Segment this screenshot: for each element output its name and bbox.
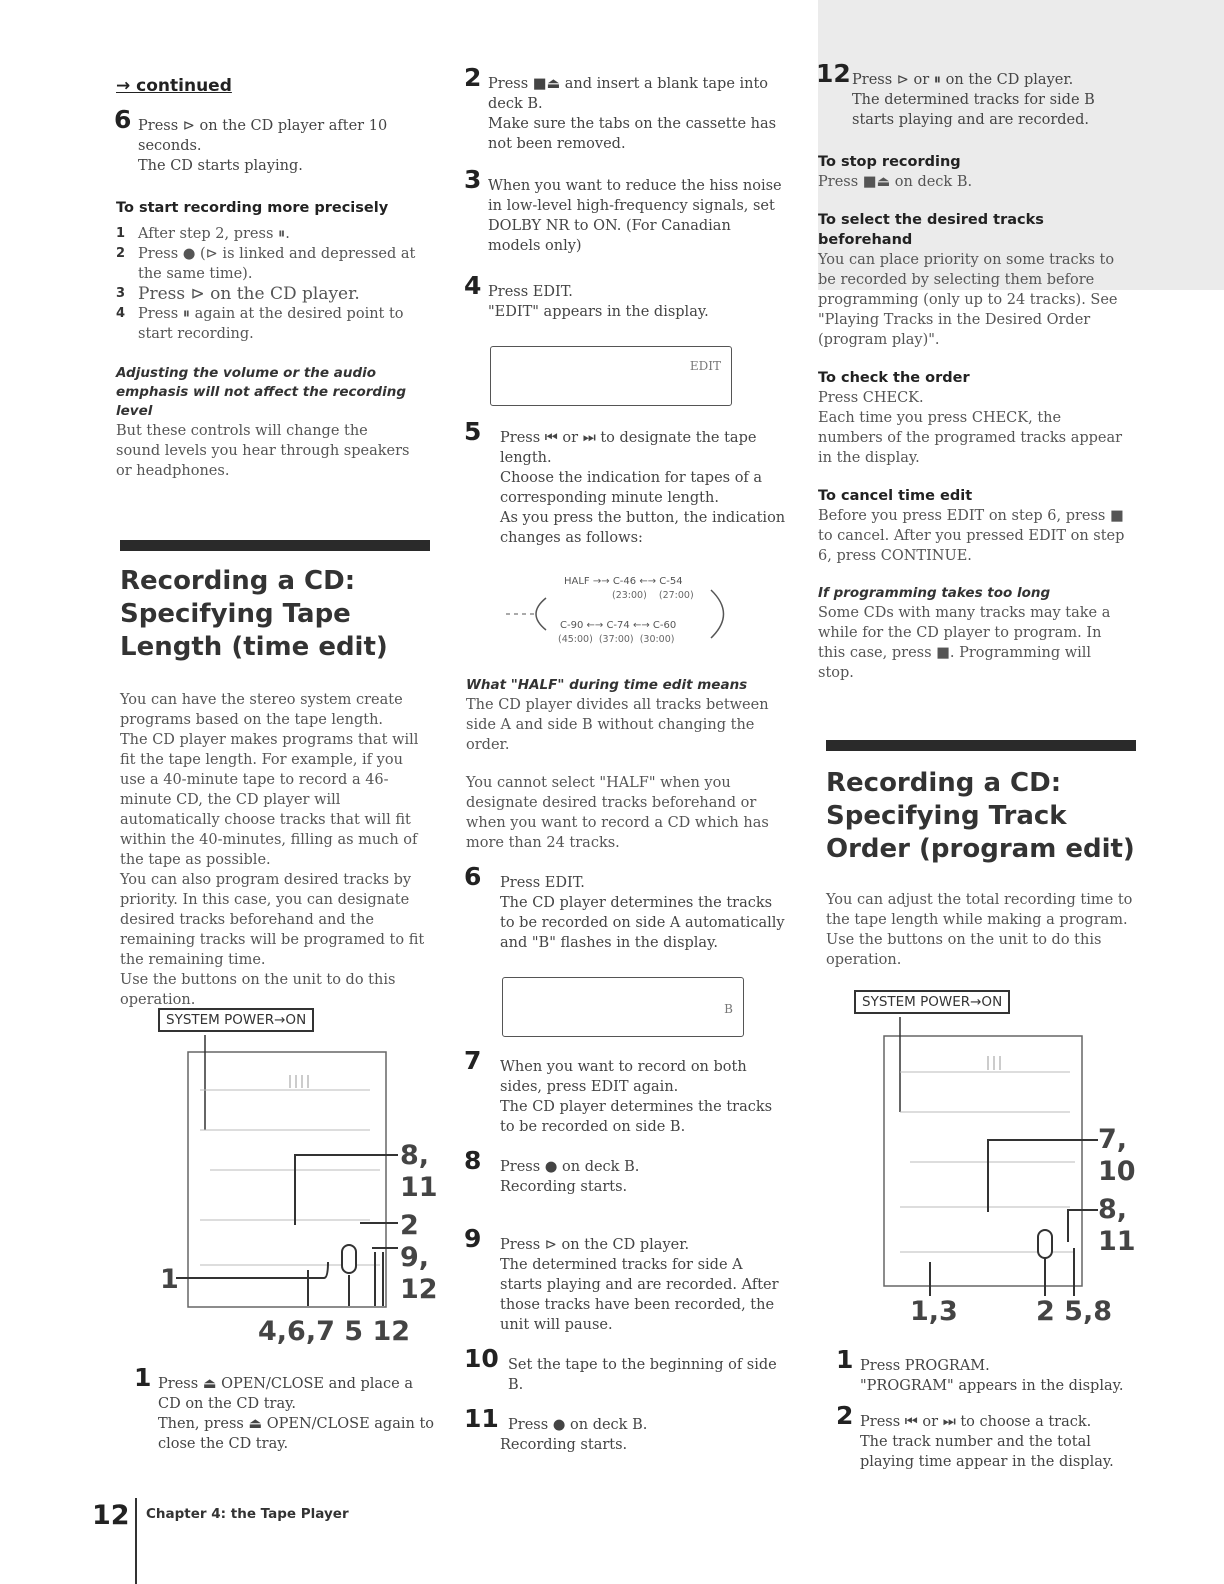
- stereo-unit-diagram-2: [860, 1012, 1110, 1302]
- step-6-mid: 6 Press EDIT. The CD player determines the tracks to be recorded on side A automatically and "B" flashes in the display.: [464, 862, 785, 951]
- callout-8: 8,: [400, 1140, 430, 1171]
- long-heading: If programming takes too long: [818, 585, 1051, 601]
- section-title-2: Recording a CD: Specifying Track Order (program edit): [826, 768, 1135, 864]
- list-item: 2 Press ● (⊳ is linked and depressed at the same time).: [116, 246, 416, 282]
- tape-length-cycle: [466, 570, 786, 666]
- system-power-label-2: SYSTEM POWER→ON: [854, 990, 1010, 1014]
- step-4: 4 Press EDIT. "EDIT" appears in the display.: [464, 271, 709, 320]
- section-rule: [826, 740, 1136, 751]
- callout-10: 10: [1098, 1156, 1136, 1187]
- callout-11-right: 11: [1098, 1226, 1136, 1257]
- cancel-heading: To cancel time edit: [818, 488, 973, 504]
- step-12: 12 Press ⊳ or ⏸ on the CD player. The determined tracks for side B starts playing and are recorded.: [816, 59, 1095, 128]
- system-power-label: SYSTEM POWER→ON: [158, 1008, 314, 1032]
- callout-1-3: 1,3: [910, 1296, 958, 1327]
- precise-list: [116, 224, 416, 344]
- continued-label: → continued: [116, 76, 232, 96]
- check-heading: To check the order: [818, 370, 970, 386]
- right-column: [818, 56, 1128, 683]
- callout-9: 9,: [400, 1242, 430, 1273]
- step-9: 9 Press ⊳ on the CD player. The determined tracks for side A starts playing and are recorded. After those tracks have been recorded, the unit will pause.: [464, 1224, 779, 1333]
- precise-heading: To start recording more precisely: [116, 200, 389, 216]
- left-step-1: [136, 1360, 436, 1454]
- long-text: Some CDs with many tracks may take a while for the CD player to program. In this case, press ■. Programming will stop.: [818, 605, 1111, 681]
- select-heading: To select the desired tracks beforehand: [818, 212, 1044, 248]
- page-number: 12: [92, 1500, 130, 1531]
- display-edit: EDIT: [490, 346, 732, 406]
- chapter-label: Chapter 4: the Tape Player: [146, 1506, 349, 1522]
- step-7: 7 When you want to record on both sides, press EDIT again. The CD player determines the tracks to be recorded on side B.: [464, 1046, 773, 1135]
- step-10: 10 Set the tape to the beginning of side B.: [464, 1344, 777, 1393]
- right-steps: [838, 1342, 1138, 1472]
- volume-heading: Adjusting the volume or the audio emphasis will not affect the recording level: [116, 365, 406, 419]
- section-rule: [120, 540, 430, 551]
- stop-heading: To stop recording: [818, 154, 961, 170]
- program-edit-section: [826, 740, 1136, 970]
- time-edit-section: [120, 540, 430, 1010]
- half-note: You cannot select "HALF" when you designate desired tracks beforehand or when you want to record a CD which has more than 24 tracks.: [466, 775, 769, 851]
- volume-text: But these controls will change the sound levels you hear through speakers or headphones.: [116, 423, 410, 479]
- callout-12: 12: [400, 1274, 438, 1305]
- step-8: 8 Press ● on deck B. Recording starts.: [464, 1146, 640, 1195]
- step-1: 1 Press ⏏ OPEN/CLOSE and place a CD on the CD tray. Then, press ⏏ OPEN/CLOSE again to close the CD tray.: [134, 1363, 434, 1452]
- list-item: 3 Press ⊳ on the CD player.: [116, 284, 360, 304]
- step-1-right: 1 Press PROGRAM. "PROGRAM" appears in the display.: [836, 1345, 1124, 1394]
- step-6: 6 Press ⊳ on the CD player after 10 seconds. The CD starts playing.: [114, 105, 388, 174]
- callout-2: 2: [400, 1210, 419, 1241]
- select-text: You can place priority on some tracks to be recorded by selecting them before programming (only up to 24 tracks). See "Playing Tracks in the Desired Order (program play)".: [818, 252, 1118, 348]
- left-column: [116, 76, 416, 481]
- step-5: 5 Press ⏮ or ⏭ to designate the tape length. Choose the indication for tapes of a corresponding minute length. As you press the button, the indication changes as follows:: [464, 417, 786, 546]
- cycle-top: HALF →→ C-46 ←→ C-54: [564, 576, 683, 587]
- callout-8-right: 8,: [1098, 1194, 1128, 1225]
- cancel-text: Before you press EDIT on step 6, press ■ to cancel. After you pressed EDIT on step 6, press CONTINUE.: [818, 508, 1125, 564]
- callout-2-5-8: 2 5,8: [1036, 1296, 1113, 1327]
- step-3: 3 When you want to reduce the hiss noise in low-level high-frequency signals, set DOLBY NR to ON. (For Canadian models only): [464, 165, 782, 254]
- callout-bottom: 4,6,7 5 12: [258, 1316, 411, 1347]
- step-11: 11 Press ● on deck B. Recording starts.: [464, 1404, 648, 1453]
- list-item: 1 After step 2, press ⏸.: [116, 226, 290, 242]
- stop-text: Press ■⏏ on deck B.: [818, 174, 973, 190]
- middle-column: [466, 60, 786, 1455]
- half-text: The CD player divides all tracks between side A and side B without changing the order.: [466, 697, 769, 753]
- callout-1: 1: [160, 1264, 179, 1295]
- cycle-bottom: C-90 ←→ C-74 ←→ C-60: [560, 620, 677, 631]
- section-intro-2: You can adjust the total recording time to the tape length while making a program. Use the buttons on the unit to do this operation.: [826, 892, 1133, 968]
- section-title: Recording a CD: Specifying Tape Length (time edit): [120, 566, 388, 662]
- list-item: 4 Press ⏸ again at the desired point to start recording.: [116, 306, 404, 342]
- section-intro: You can have the stereo system create programs based on the tape length. The CD player makes programs that will fit the tape length. For example, if you use a 40-minute tape to record a 46-minute CD, the CD player will automatically choose tracks that will fit within the 40-minutes, filling as much of the tape as possible. You can also program desired tracks by priority. In this case, you can designate desired tracks beforehand and the remaining tracks will be programed to fit the remaining time. Use the buttons on the unit to do this operation.: [120, 692, 425, 1008]
- display-b: B: [502, 977, 744, 1037]
- step-2-right: 2 Press ⏮ or ⏭ to choose a track. The track number and the total playing time appear in the display.: [836, 1401, 1114, 1470]
- callout-11: 11: [400, 1172, 438, 1203]
- half-heading: What "HALF" during time edit means: [466, 677, 748, 693]
- footer-rule: [135, 1498, 137, 1584]
- callout-7: 7,: [1098, 1124, 1128, 1155]
- cycle-bottom-times: (45:00) (37:00) (30:00): [558, 634, 675, 645]
- cycle-top-times: (23:00) (27:00): [612, 590, 694, 601]
- check-text: Press CHECK. Each time you press CHECK, the numbers of the programed tracks appear in the display.: [818, 390, 1123, 466]
- step-2: 2 Press ■⏏ and insert a blank tape into deck B. Make sure the tabs on the cassette has not been removed.: [464, 63, 777, 152]
